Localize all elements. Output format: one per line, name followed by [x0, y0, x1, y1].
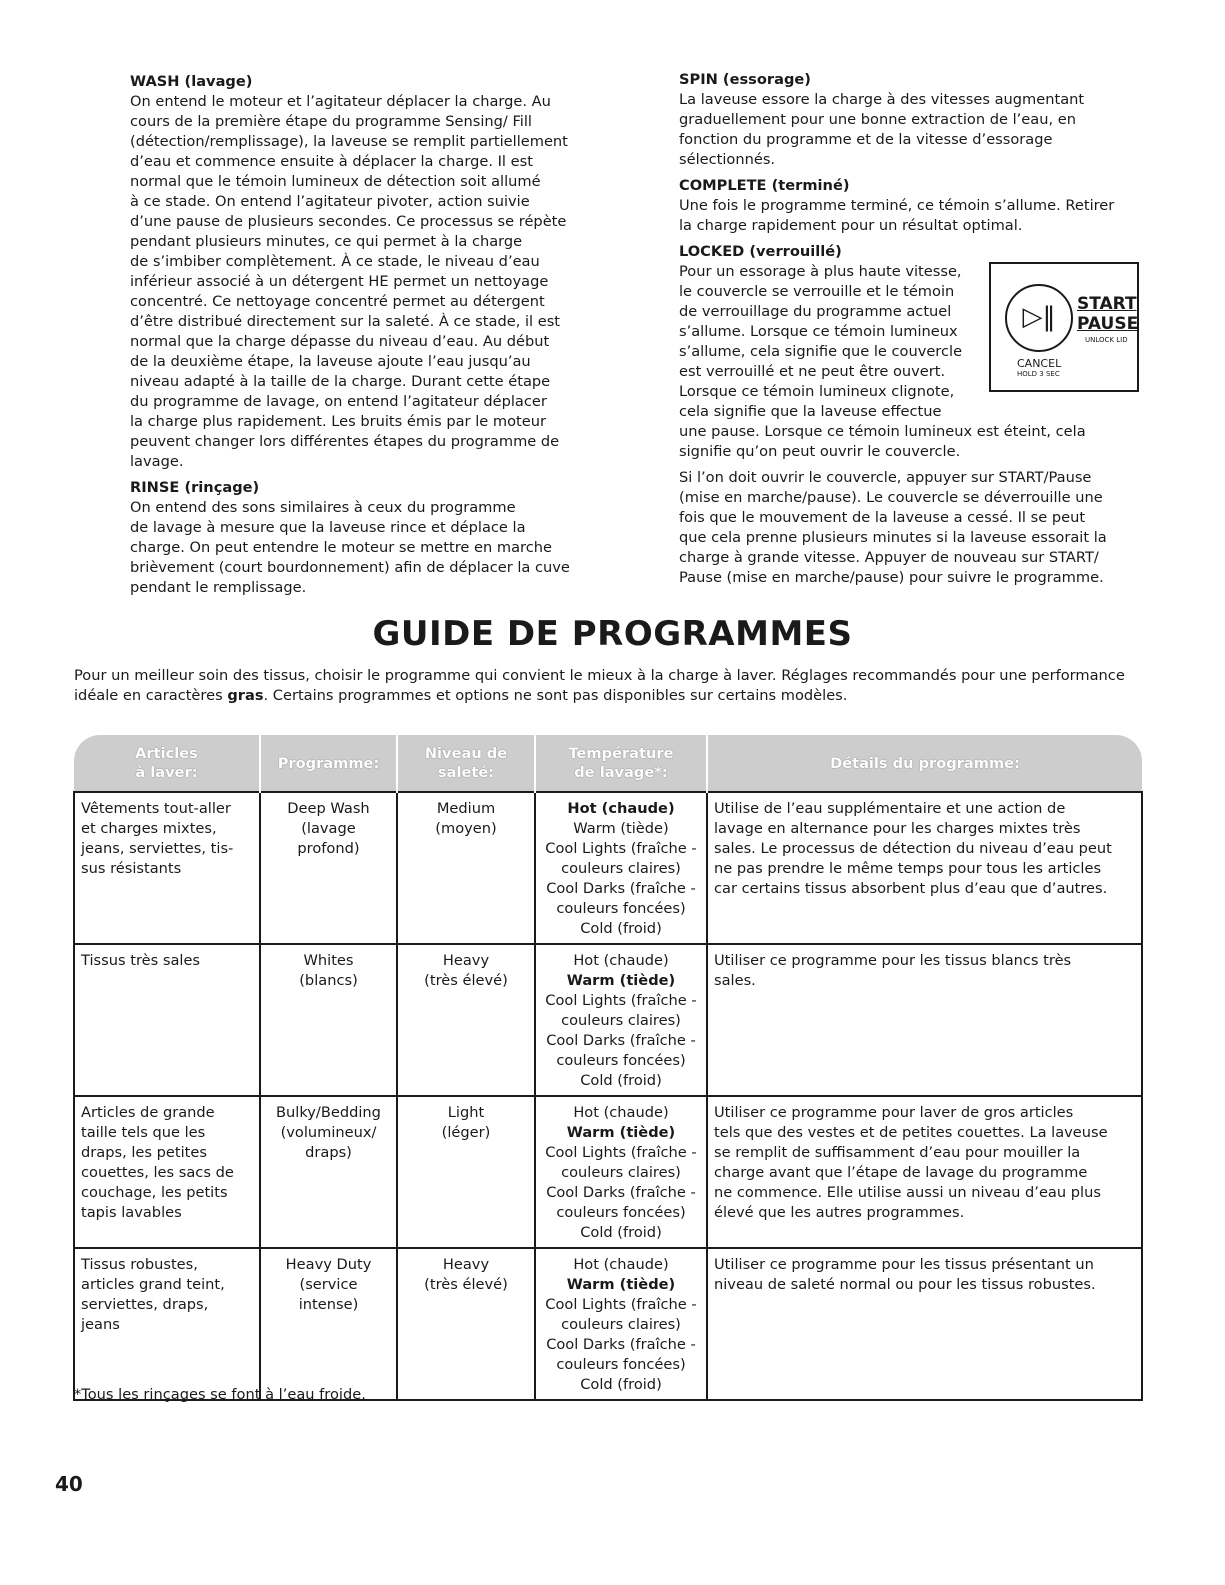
text-line: la charge rapidement pour un résultat optimal. [679, 217, 1023, 234]
cell-line: couettes, les sacs de [81, 1164, 234, 1181]
cell-line: Utiliser ce programme pour laver de gros articles [714, 1104, 1074, 1121]
complete-text [679, 196, 1139, 236]
header-articles [74, 735, 260, 792]
cell-line: se remplit de suffisamment d’eau pour mouiller la [714, 1144, 1081, 1161]
cell-line: serviettes, draps, [81, 1296, 209, 1313]
cell-line: ne pas prendre le même temps pour tous les articles [714, 860, 1102, 877]
cell-line: Heavy [442, 952, 490, 969]
header-program-details [707, 735, 1142, 792]
text-line: charge à grande vitesse. Appuyer de nouveau sur START/ [679, 549, 1099, 566]
cell-line: (service [299, 1276, 358, 1293]
locked-title: LOCKED (verrouillé) [679, 243, 842, 260]
cell-line: intense) [298, 1296, 359, 1313]
cell-articles [74, 944, 260, 1096]
temperature-line: couleurs claires) [561, 1164, 681, 1181]
cell-program [260, 1096, 397, 1248]
temperature-line: couleurs foncées) [556, 1052, 686, 1069]
intro-text-1: Pour un meilleur soin des tissus, choisir le programme qui convient le mieux à la charge à laver. Réglages recommandés pour une performance idéale en caractères [74, 667, 1125, 704]
cell-wash-temperature [535, 944, 707, 1096]
text-line: une pause. Lorsque ce témoin lumineux est éteint, cela [679, 423, 1086, 440]
text-line: s’allume. Lorsque ce témoin lumineux [679, 323, 958, 340]
cell-line: Tissus très sales [81, 952, 201, 969]
temperature-line: Cool Lights (fraîche - [545, 1144, 697, 1161]
temperature-line: Cool Darks (fraîche - [546, 1032, 696, 1049]
text-line: graduellement pour une bonne extraction de l’eau, en [679, 111, 1076, 128]
text-line: fonction du programme et de la vitesse d’essorage [679, 131, 1053, 148]
text-line: niveau adapté à la taille de la charge. Durant cette étape [130, 373, 551, 390]
text-line: peuvent changer lors différentes étapes du programme de [130, 433, 560, 450]
cell-line: Heavy [442, 1256, 490, 1273]
wash-text [130, 92, 600, 472]
text-line: à ce stade. On entend l’agitateur pivoter, action suivie [130, 193, 530, 210]
cell-program-details [707, 792, 1142, 944]
cell-line: sales. [714, 972, 756, 989]
panel-unlock-label: UNLOCK LID [1085, 336, 1128, 344]
table-row [74, 792, 1142, 944]
temperature-line: Cool Darks (fraîche - [546, 880, 696, 897]
temperature-line: Cool Lights (fraîche - [545, 992, 697, 1009]
table-row [74, 1248, 1142, 1400]
header-line: Articles [135, 745, 198, 762]
text-line: concentré. Ce nettoyage concentré permet au détergent [130, 293, 545, 310]
text-line: Pause (mise en marche/pause) pour suivre le programme. [679, 569, 1104, 586]
text-line: de verrouillage du programme actuel [679, 303, 952, 320]
cell-program [260, 792, 397, 944]
cell-line: sus résistants [81, 860, 182, 877]
cell-line: élevé que les autres programmes. [714, 1204, 965, 1221]
temperature-line: Hot (chaude) [567, 800, 675, 817]
cell-line: draps, les petites [81, 1144, 207, 1161]
cell-line: ne commence. Elle utilise aussi un niveau d’eau plus [714, 1184, 1101, 1201]
text-line: normal que la charge dépasse du niveau d’eau. Au début [130, 333, 550, 350]
locked-text-paragraph-2 [679, 468, 1139, 588]
text-line: Lorsque ce témoin lumineux clignote, [679, 383, 955, 400]
locked-text [679, 262, 979, 422]
temperature-line: Warm (tiède) [566, 1276, 676, 1293]
text-line: est verrouillé et ne peut être ouvert. [679, 363, 946, 380]
cell-line: car certains tissus absorbent plus d’eau que d’autres. [714, 880, 1108, 897]
cell-line: Whites [303, 952, 354, 969]
table-body [74, 792, 1142, 1400]
cell-line: jeans, serviettes, tis- [81, 840, 234, 857]
temperature-line: Warm (tiède) [573, 820, 669, 837]
text-line: de lavage à mesure que la laveuse rince et déplace la [130, 519, 526, 536]
cell-line: Bulky/Bedding [276, 1104, 381, 1121]
header-line: saleté: [437, 764, 495, 781]
header-soil-level [397, 735, 535, 792]
table-row [74, 944, 1142, 1096]
text-line: (détection/remplissage), la laveuse se remplit partiellement [130, 133, 568, 150]
cell-line: Articles de grande [81, 1104, 215, 1121]
cell-line: Deep Wash [287, 800, 370, 817]
cell-line: et charges mixtes, [81, 820, 217, 837]
cell-line: articles grand teint, [81, 1276, 225, 1293]
panel-start-label: START [1077, 294, 1137, 314]
text-line: de la deuxième étape, la laveuse ajoute l’eau jusqu’au [130, 353, 531, 370]
cell-line: lavage en alternance pour les charges mixtes très [714, 820, 1081, 837]
text-line: signifie qu’on peut ouvrir le couvercle. [679, 443, 961, 460]
cell-line: niveau de saleté normal ou pour les tissus robustes. [714, 1276, 1096, 1293]
cell-line: (volumineux/ [280, 1124, 377, 1141]
cell-wash-temperature [535, 1248, 707, 1400]
cell-articles [74, 1096, 260, 1248]
text-line: cours de la première étape du programme Sensing/ Fill [130, 113, 532, 130]
panel-cancel-label: CANCEL [1017, 357, 1062, 370]
header-line: Détails du programme: [830, 754, 1020, 772]
temperature-line: Cool Lights (fraîche - [545, 840, 697, 857]
cell-line: Light [447, 1104, 485, 1121]
text-line: pendant le remplissage. [130, 579, 307, 596]
intro-text-2: . Certains programmes et options ne sont pas disponibles sur certains modèles. [263, 687, 848, 704]
footnote: *Tous les rinçages se font à l’eau froide. [74, 1386, 366, 1403]
cell-line: profond) [297, 840, 360, 857]
text-line: du programme de lavage, on entend l’agitateur déplacer [130, 393, 547, 410]
cell-program-details [707, 1096, 1142, 1248]
cell-line: (très élevé) [424, 1276, 508, 1293]
page-number: 40 [55, 1472, 83, 1496]
guide-title: GUIDE DE PROGRAMMES [372, 614, 853, 654]
cell-program [260, 944, 397, 1096]
spin-text [679, 90, 1139, 170]
text-line: On entend des sons similaires à ceux du programme [130, 499, 516, 516]
text-line: brièvement (court bourdonnement) afin de déplacer la cuve [130, 559, 570, 576]
cell-line: Utilise de l’eau supplémentaire et une action de [714, 800, 1066, 817]
text-line: la charge plus rapidement. Les bruits émis par le moteur [130, 413, 546, 430]
text-line: Une fois le programme terminé, ce témoin s’allume. Retirer [679, 197, 1115, 214]
temperature-line: Hot (chaude) [573, 952, 669, 969]
text-line: Si l’on doit ouvrir le couvercle, appuyer sur START/Pause [679, 469, 1092, 486]
start-pause-panel [989, 262, 1139, 392]
temperature-line: Hot (chaude) [573, 1256, 669, 1273]
text-line: d’une pause de plusieurs secondes. Ce processus se répète [130, 213, 567, 230]
text-line: sélectionnés. [679, 151, 776, 168]
cell-line: draps) [305, 1144, 352, 1161]
cell-soil-level [397, 792, 535, 944]
text-line: de s’imbiber complètement. À ce stade, le niveau d’eau [130, 253, 540, 270]
temperature-line: couleurs claires) [561, 1012, 681, 1029]
temperature-line: Hot (chaude) [573, 1104, 669, 1121]
header-line: de lavage*: [574, 764, 668, 781]
text-line: normal que le témoin lumineux de détection soit allumé [130, 173, 541, 190]
header-line: Niveau de [424, 745, 508, 762]
temperature-line: couleurs claires) [561, 1316, 681, 1333]
left-column [130, 72, 600, 604]
text-line: Pour un essorage à plus haute vitesse, [679, 263, 962, 280]
cell-line: tels que des vestes et de petites couettes. La laveuse [714, 1124, 1108, 1141]
text-line: que cela prenne plusieurs minutes si la laveuse essorait la [679, 529, 1107, 546]
cell-soil-level [397, 944, 535, 1096]
text-line: fois que le mouvement de la laveuse a cessé. Il se peut [679, 509, 1086, 526]
guide-intro [74, 666, 1144, 706]
panel-pause-label: PAUSE [1077, 314, 1139, 334]
temperature-line: Cold (froid) [580, 1224, 662, 1241]
cell-line: Utiliser ce programme pour les tissus présentant un [714, 1256, 1094, 1273]
cell-program-details [707, 944, 1142, 1096]
cell-line: (lavage [301, 820, 356, 837]
text-line: d’eau et commence ensuite à déplacer la charge. Il est [130, 153, 533, 170]
cell-line: couchage, les petits [81, 1184, 228, 1201]
cell-program-details [707, 1248, 1142, 1400]
text-line: lavage. [130, 453, 184, 470]
temperature-line: Cold (froid) [580, 1072, 662, 1089]
text-line: le couvercle se verrouille et le témoin [679, 283, 955, 300]
play-pause-icon: ▷‖ [1022, 302, 1056, 332]
cell-line: jeans [81, 1316, 120, 1333]
intro-bold: gras [227, 687, 264, 704]
right-column [679, 70, 1139, 594]
header-line: à laver: [135, 764, 198, 781]
cell-program [260, 1248, 397, 1400]
program-guide-table [73, 735, 1143, 1401]
temperature-line: Cool Lights (fraîche - [545, 1296, 697, 1313]
start-pause-button-icon [1005, 284, 1073, 352]
text-line: s’allume, cela signifie que le couvercle [679, 343, 963, 360]
cell-line: Heavy Duty [285, 1256, 372, 1273]
cell-articles [74, 1248, 260, 1400]
spin-title: SPIN (essorage) [679, 71, 811, 88]
header-wash-temperature [535, 735, 707, 792]
text-line: pendant plusieurs minutes, ce qui permet à la charge [130, 233, 523, 250]
cell-soil-level [397, 1096, 535, 1248]
cell-line: (léger) [441, 1124, 491, 1141]
temperature-line: Cold (froid) [580, 1376, 662, 1393]
temperature-line: Warm (tiède) [566, 972, 676, 989]
text-line: inférieur associé à un détergent HE permet un nettoyage [130, 273, 549, 290]
cell-line: charge avant que l’étape de lavage du programme [714, 1164, 1088, 1181]
cell-line: Utiliser ce programme pour les tissus blancs très [714, 952, 1072, 969]
cell-wash-temperature [535, 1096, 707, 1248]
temperature-line: couleurs foncées) [556, 1356, 686, 1373]
program-guide-table-wrapper [73, 735, 1141, 1401]
cell-line: Vêtements tout-aller [81, 800, 231, 817]
temperature-line: Cool Darks (fraîche - [546, 1336, 696, 1353]
wash-title: WASH (lavage) [130, 73, 253, 90]
cell-line: Medium [436, 800, 496, 817]
text-line: d’être distribué directement sur la saleté. À ce stade, il est [130, 313, 561, 330]
complete-title: COMPLETE (terminé) [679, 177, 850, 194]
rinse-title: RINSE (rinçage) [130, 479, 260, 496]
header-program [260, 735, 397, 792]
temperature-line: Warm (tiède) [566, 1124, 676, 1141]
text-line: (mise en marche/pause). Le couvercle se déverrouille une [679, 489, 1103, 506]
cell-articles [74, 792, 260, 944]
cell-line: sales. Le processus de détection du niveau d’eau peut [714, 840, 1112, 857]
temperature-line: Cold (froid) [580, 920, 662, 937]
cell-soil-level [397, 1248, 535, 1400]
table-row [74, 1096, 1142, 1248]
temperature-line: couleurs foncées) [556, 900, 686, 917]
text-line: La laveuse essore la charge à des vitesses augmentant [679, 91, 1085, 108]
rinse-text [130, 498, 600, 598]
text-line: On entend le moteur et l’agitateur déplacer la charge. Au [130, 93, 551, 110]
temperature-line: couleurs claires) [561, 860, 681, 877]
text-line: charge. On peut entendre le moteur se mettre en marche [130, 539, 552, 556]
text-line: cela signifie que la laveuse effectue [679, 403, 942, 420]
cell-wash-temperature [535, 792, 707, 944]
cell-line: (blancs) [299, 972, 358, 989]
temperature-line: Cool Darks (fraîche - [546, 1184, 696, 1201]
temperature-line: couleurs foncées) [556, 1204, 686, 1221]
locked-text-continued [679, 422, 1139, 462]
cell-line: Tissus robustes, [81, 1256, 198, 1273]
locked-section [679, 262, 1139, 422]
cell-line: (très élevé) [424, 972, 508, 989]
header-line: Programme: [277, 754, 380, 772]
header-line: Température [568, 745, 674, 762]
cell-line: taille tels que les [81, 1124, 206, 1141]
panel-hold-label: HOLD 3 SEC [1017, 370, 1060, 378]
cell-line: (moyen) [435, 820, 497, 837]
cell-line: tapis lavables [81, 1204, 182, 1221]
table-header-row [74, 735, 1142, 792]
